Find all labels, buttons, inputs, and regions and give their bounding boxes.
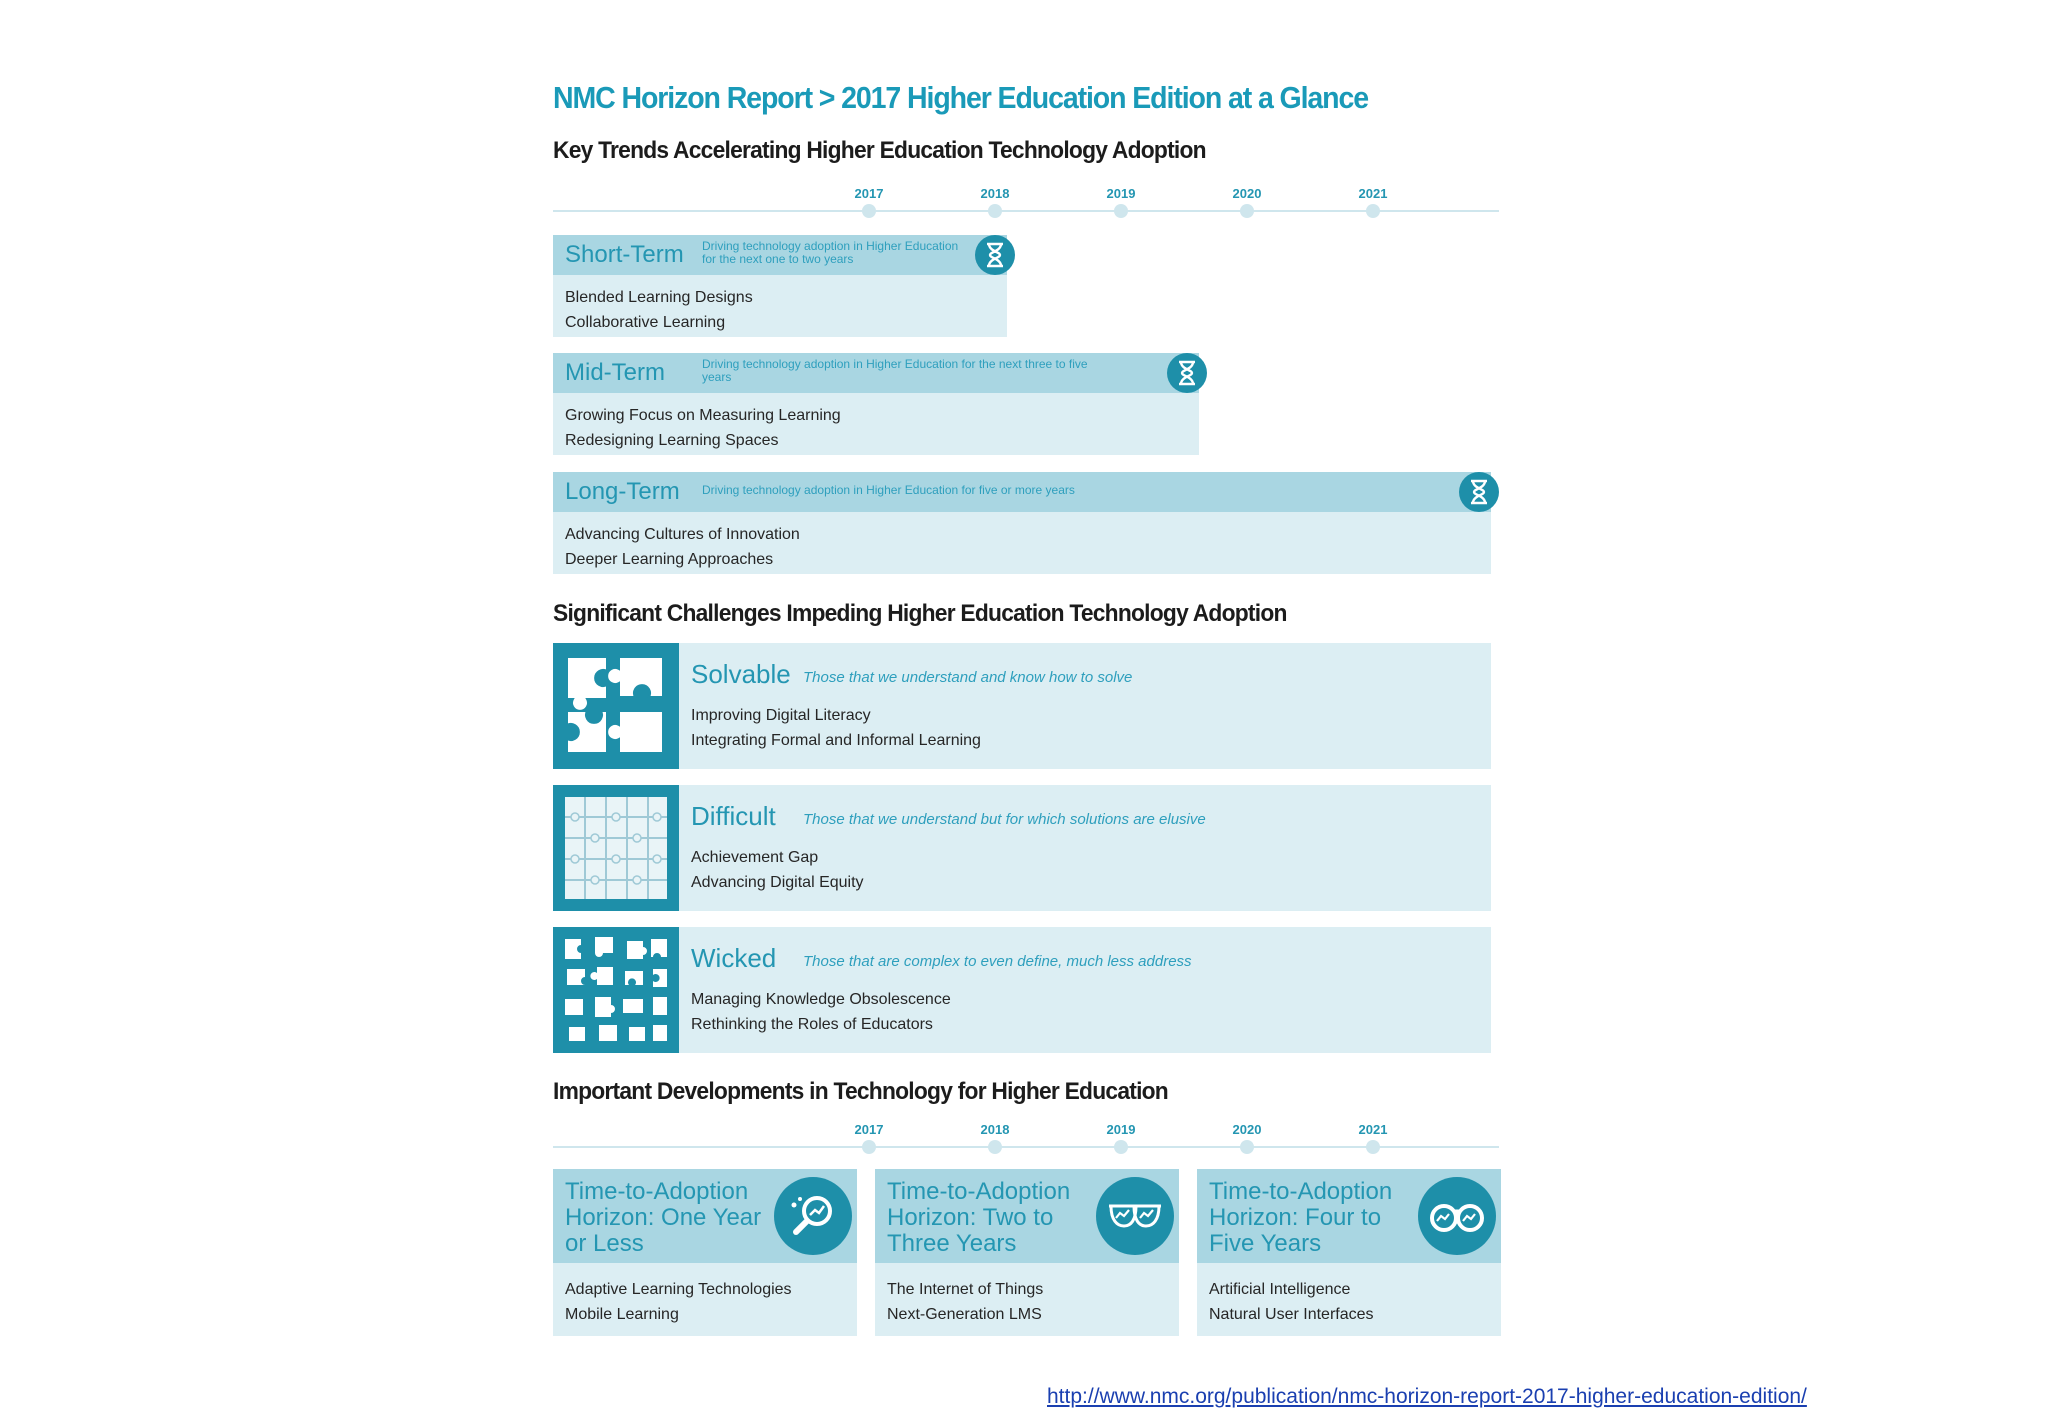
scattered-puzzle-icon (553, 927, 679, 1053)
list-item: Artificial Intelligence (1209, 1281, 1351, 1298)
trend-description: Driving technology adoption in Higher Education for the next one to two years (702, 239, 959, 266)
list-item: Deeper Learning Approaches (565, 551, 774, 568)
trend-entries (565, 403, 841, 453)
list-item: Natural User Interfaces (1209, 1306, 1374, 1323)
year-label: 2021 (1358, 1122, 1388, 1137)
developments-timeline (553, 1122, 1499, 1158)
list-item: Mobile Learning (565, 1306, 679, 1323)
trend-label: Long-Term (565, 478, 680, 505)
challenge-solvable (553, 643, 1491, 769)
glasses-icon (1096, 1177, 1174, 1255)
year-label: 2019 (1106, 1122, 1136, 1137)
timeline-dot (1366, 1140, 1380, 1154)
challenge-label: Solvable (691, 659, 791, 689)
puzzle-icon (553, 643, 679, 769)
development-label: Time-to-Adoption Horizon: Four to Five Years (1209, 1178, 1393, 1257)
development-card-two-three-years (875, 1169, 1179, 1336)
hourglass-icon (1459, 472, 1499, 512)
challenge-entries (691, 987, 951, 1037)
challenges-heading: Significant Challenges Impeding Higher Education Technology Adoption (553, 600, 1287, 627)
list-item: Improving Digital Literacy (691, 707, 871, 724)
timeline-dot (988, 1140, 1002, 1154)
timeline-dot (1240, 1140, 1254, 1154)
source-link[interactable]: http://www.nmc.org/publication/nmc-horizon-report-2017-higher-education-edition/ (1047, 1385, 1807, 1408)
trend-label: Mid-Term (565, 359, 665, 386)
list-item: Growing Focus on Measuring Learning (565, 407, 841, 424)
list-item: Next-Generation LMS (887, 1306, 1042, 1323)
timeline-dot (1240, 204, 1254, 218)
hourglass-icon (1167, 353, 1207, 393)
trends-timeline (553, 186, 1499, 222)
list-item: Advancing Digital Equity (691, 874, 864, 891)
development-card-four-five-years (1197, 1169, 1501, 1336)
timeline-line (553, 210, 1499, 212)
timeline-line (553, 1146, 1499, 1148)
challenge-description: Those that we understand and know how to solve (803, 669, 1133, 686)
year-label: 2021 (1358, 186, 1388, 201)
challenge-wicked (553, 927, 1491, 1053)
year-label: 2019 (1106, 186, 1136, 201)
year-label: 2018 (980, 186, 1010, 201)
binoculars-icon (1418, 1177, 1496, 1255)
trends-heading: Key Trends Accelerating Higher Education Technology Adoption (553, 137, 1206, 164)
challenge-label: Difficult (691, 801, 776, 831)
timeline-dot (988, 204, 1002, 218)
list-item: Advancing Cultures of Innovation (565, 526, 800, 543)
list-item: Integrating Formal and Informal Learning (691, 732, 981, 749)
trend-long-term (553, 472, 1499, 574)
list-item: Collaborative Learning (565, 314, 726, 331)
trend-short-term (553, 235, 1015, 337)
list-item: Achievement Gap (691, 849, 819, 866)
hourglass-icon (975, 235, 1015, 275)
trend-mid-term (553, 353, 1209, 455)
development-entries (565, 1277, 792, 1327)
development-entries (887, 1277, 1043, 1327)
list-item: Blended Learning Designs (565, 289, 753, 306)
challenge-description: Those that we understand but for which solutions are elusive (803, 811, 1206, 828)
list-item: Rethinking the Roles of Educators (691, 1016, 933, 1033)
list-item: The Internet of Things (887, 1281, 1044, 1298)
magnifier-icon (774, 1177, 852, 1255)
trend-label: Short-Term (565, 241, 684, 268)
challenge-entries (691, 703, 981, 753)
list-item: Adaptive Learning Technologies (565, 1281, 792, 1298)
timeline-dot (1114, 204, 1128, 218)
year-label: 2017 (854, 1122, 884, 1137)
year-label: 2020 (1232, 186, 1262, 201)
development-label: Time-to-Adoption Horizon: One Year or Less (565, 1178, 762, 1257)
trend-entries (565, 285, 753, 335)
timeline-dot (1114, 1140, 1128, 1154)
year-label: 2018 (980, 1122, 1010, 1137)
year-label: 2017 (854, 186, 884, 201)
page-title: NMC Horizon Report > 2017 Higher Education Edition at a Glance (553, 80, 1369, 115)
challenge-difficult (553, 785, 1491, 911)
development-label: Time-to-Adoption Horizon: Two to Three Years (887, 1178, 1071, 1257)
list-item: Redesigning Learning Spaces (565, 432, 779, 449)
list-item: Managing Knowledge Obsolescence (691, 991, 951, 1008)
puzzle-grid-icon (553, 785, 679, 911)
year-label: 2020 (1232, 1122, 1262, 1137)
timeline-dot (862, 1140, 876, 1154)
timeline-dot (862, 204, 876, 218)
timeline-dot (1366, 204, 1380, 218)
challenge-label: Wicked (691, 943, 777, 973)
challenge-entries (691, 845, 864, 895)
development-card-one-year (553, 1169, 857, 1336)
development-entries (1209, 1277, 1374, 1327)
trend-description: Driving technology adoption in Higher Education for five or more years (702, 483, 1075, 497)
developments-heading: Important Developments in Technology for Higher Education (553, 1078, 1168, 1105)
trend-description: Driving technology adoption in Higher Education for the next three to five years (702, 357, 1088, 384)
challenge-description: Those that are complex to even define, much less address (803, 953, 1192, 970)
trend-entries (565, 522, 800, 572)
